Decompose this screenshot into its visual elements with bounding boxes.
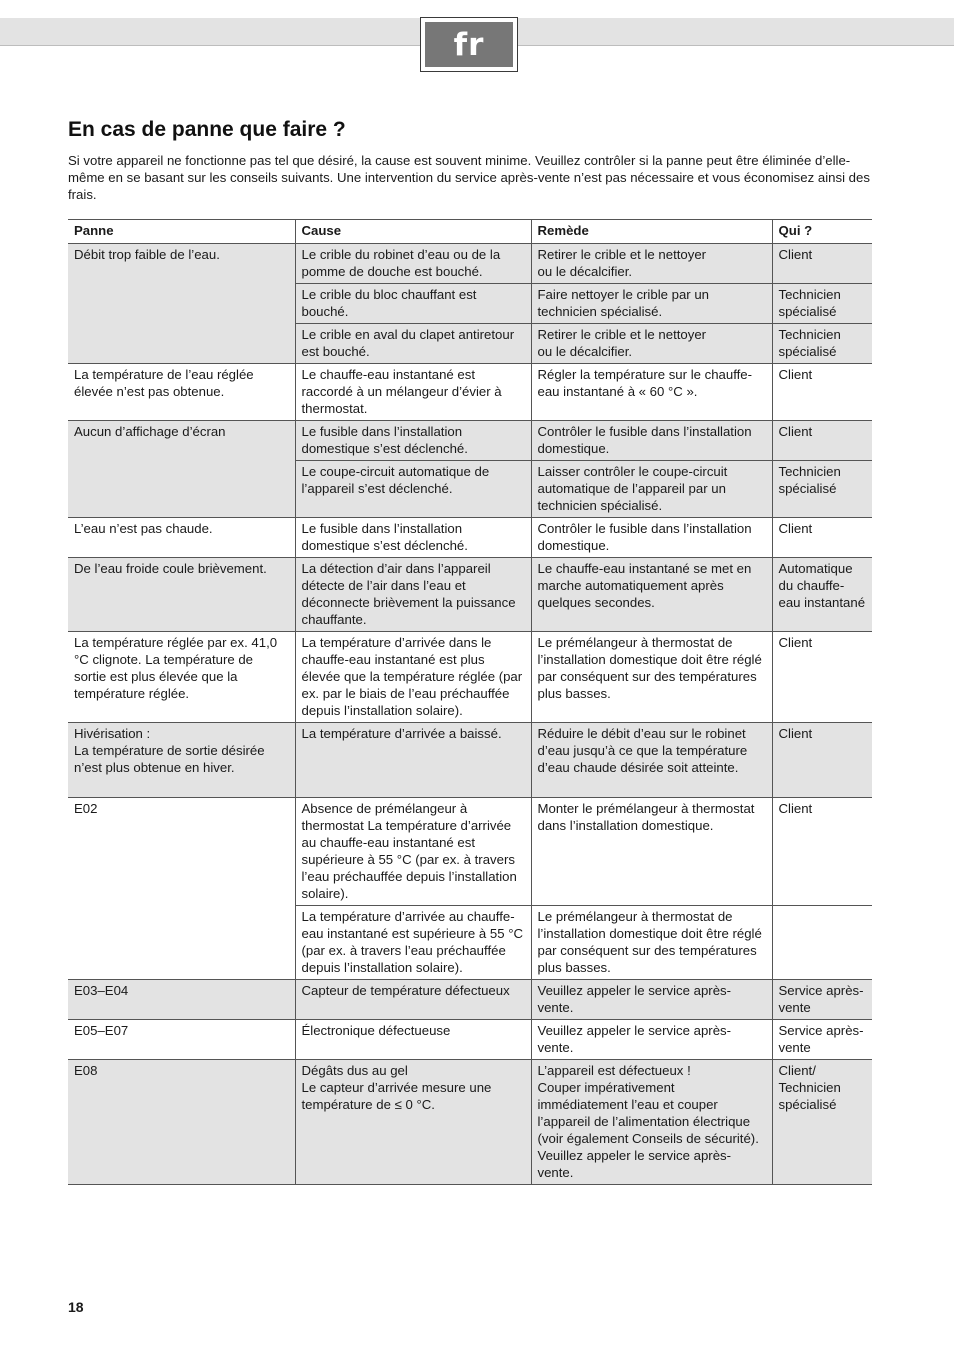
cell-panne: E03–E04 <box>68 980 295 1020</box>
header-qui: Qui ? <box>772 220 872 244</box>
cell-remede: Le prémélangeur à thermostat de l’installation domestique doit être réglé par conséquent sur des températures plus basses. <box>531 906 772 980</box>
cell-qui: Client <box>772 421 872 461</box>
cell-qui: Technicien spécialisé <box>772 324 872 364</box>
cell-panne: Aucun d’affichage d’écran <box>68 421 295 518</box>
cell-cause: La température d’arrivée dans le chauffe-eau instantané est plus élevée que la température réglée (par ex. par le biais de l’eau préchauffée depuis l’installation solaire). <box>295 632 531 723</box>
cell-remede: Retirer le crible et le nettoyer ou le décalcifier. <box>531 324 772 364</box>
table-row <box>68 723 872 798</box>
cell-panne: La température de l’eau réglée élevée n’est pas obtenue. <box>68 364 295 421</box>
cell-qui: Service après-vente <box>772 1020 872 1060</box>
cell-cause: Capteur de température défectueux <box>295 980 531 1020</box>
cell-remede: Le chauffe-eau instantané se met en marche automatiquement après quelques secondes. <box>531 558 772 632</box>
table-header-row <box>68 220 872 244</box>
cell-remede: Réduire le débit d’eau sur le robinet d’eau jusqu’à ce que la température d’eau chaude désirée soit atteinte. <box>531 723 772 798</box>
language-badge <box>420 17 518 72</box>
cell-panne: La température réglée par ex. 41,0 °C clignote. La température de sortie est plus élevée que la température réglée. <box>68 632 295 723</box>
cell-remede: Contrôler le fusible dans l’installation domestique. <box>531 421 772 461</box>
cell-panne: E05–E07 <box>68 1020 295 1060</box>
language-code: fr <box>425 22 513 67</box>
cell-cause: Le fusible dans l’installation domestique s’est déclenché. <box>295 421 531 461</box>
table-row <box>68 632 872 723</box>
troubleshooting-table <box>68 219 872 1185</box>
cell-remede: Laisser contrôler le coupe-circuit automatique de l’appareil par un technicien spécialisé. <box>531 461 772 518</box>
cell-cause: La détection d’air dans l’appareil détecte de l’air dans l’eau et déconnecte brièvement la puissance chauffante. <box>295 558 531 632</box>
cell-panne: E02 <box>68 798 295 980</box>
cell-qui: Client <box>772 364 872 421</box>
table-row <box>68 798 872 906</box>
table-row <box>68 244 872 284</box>
cell-qui: Client/ Technicien spécialisé <box>772 1060 872 1185</box>
cell-cause: Le chauffe-eau instantané est raccordé à un mélangeur d’évier à thermostat. <box>295 364 531 421</box>
table-row <box>68 421 872 461</box>
header-cause: Cause <box>295 220 531 244</box>
cell-cause: La température d’arrivée au chauffe-eau instantané est supérieure à 55 °C (par ex. à travers l’eau préchauffée depuis l’installation solaire). <box>295 906 531 980</box>
cell-cause: Le crible du robinet d’eau ou de la pomme de douche est bouché. <box>295 244 531 284</box>
header-panne: Panne <box>68 220 295 244</box>
cell-cause: Dégâts dus au gel Le capteur d’arrivée mesure une température de ≤ 0 °C. <box>295 1060 531 1185</box>
cell-remede: Veuillez appeler le service après-vente. <box>531 1020 772 1060</box>
intro-paragraph: Si votre appareil ne fonctionne pas tel que désiré, la cause est souvent minime. Veuillez contrôler si la panne peut être éliminée d’elle-même en se basant sur les conseils suivants. Une intervention du service après-vente n’est pas nécessaire et vous économisez ainsi des frais. <box>68 153 870 202</box>
table-row <box>68 558 872 632</box>
table-row <box>68 1020 872 1060</box>
cell-remede: Veuillez appeler le service après-vente. <box>531 980 772 1020</box>
cell-panne: Débit trop faible de l’eau. <box>68 244 295 364</box>
cell-cause: Absence de prémélangeur à thermostat La température d’arrivée au chauffe-eau instantané est supérieure à 55 °C (par ex. à travers l’eau préchauffée depuis l’installation solaire). <box>295 798 531 906</box>
table-row <box>68 364 872 421</box>
cell-remede: Monter le prémélangeur à thermostat dans l’installation domestique. <box>531 798 772 906</box>
cell-cause: Le crible en aval du clapet antiretour est bouché. <box>295 324 531 364</box>
cell-cause: Le crible du bloc chauffant est bouché. <box>295 284 531 324</box>
cell-qui: Client <box>772 798 872 906</box>
page-number: 18 <box>68 1299 84 1315</box>
page-title: En cas de panne que faire ? <box>68 118 346 141</box>
cell-remede: Retirer le crible et le nettoyer ou le décalcifier. <box>531 244 772 284</box>
cell-qui: Technicien spécialisé <box>772 461 872 518</box>
cell-remede: Le prémélangeur à thermostat de l’installation domestique doit être réglé par conséquent sur des températures plus basses. <box>531 632 772 723</box>
cell-cause: Le coupe-circuit automatique de l’appareil s’est déclenché. <box>295 461 531 518</box>
cell-qui: Client <box>772 518 872 558</box>
cell-qui: Client <box>772 632 872 723</box>
cell-qui: Technicien spécialisé <box>772 284 872 324</box>
cell-qui: Client <box>772 723 872 798</box>
cell-cause: Le fusible dans l’installation domestique s’est déclenché. <box>295 518 531 558</box>
cell-qui <box>772 906 872 980</box>
cell-qui: Client <box>772 244 872 284</box>
table-row <box>68 980 872 1020</box>
cell-panne: Hivérisation : La température de sortie désirée n’est plus obtenue en hiver. <box>68 723 295 798</box>
cell-remede: L’appareil est défectueux ! Couper impérativement immédiatement l’eau et couper l’appareil de l’alimentation électrique (voir également Conseils de sécurité). Veuillez appeler le service après-vente. <box>531 1060 772 1185</box>
table-row <box>68 518 872 558</box>
cell-panne: De l’eau froide coule brièvement. <box>68 558 295 632</box>
cell-cause: Électronique défectueuse <box>295 1020 531 1060</box>
cell-panne: E08 <box>68 1060 295 1185</box>
cell-panne: L’eau n’est pas chaude. <box>68 518 295 558</box>
cell-remede: Régler la température sur le chauffe-eau instantané à « 60 °C ». <box>531 364 772 421</box>
cell-remede: Contrôler le fusible dans l’installation domestique. <box>531 518 772 558</box>
cell-qui: Automatique du chauffe-eau instantané <box>772 558 872 632</box>
cell-remede: Faire nettoyer le crible par un technicien spécialisé. <box>531 284 772 324</box>
cell-qui: Service après-vente <box>772 980 872 1020</box>
table-row <box>68 1060 872 1185</box>
cell-cause: La température d’arrivée a baissé. <box>295 723 531 798</box>
header-remede: Remède <box>531 220 772 244</box>
